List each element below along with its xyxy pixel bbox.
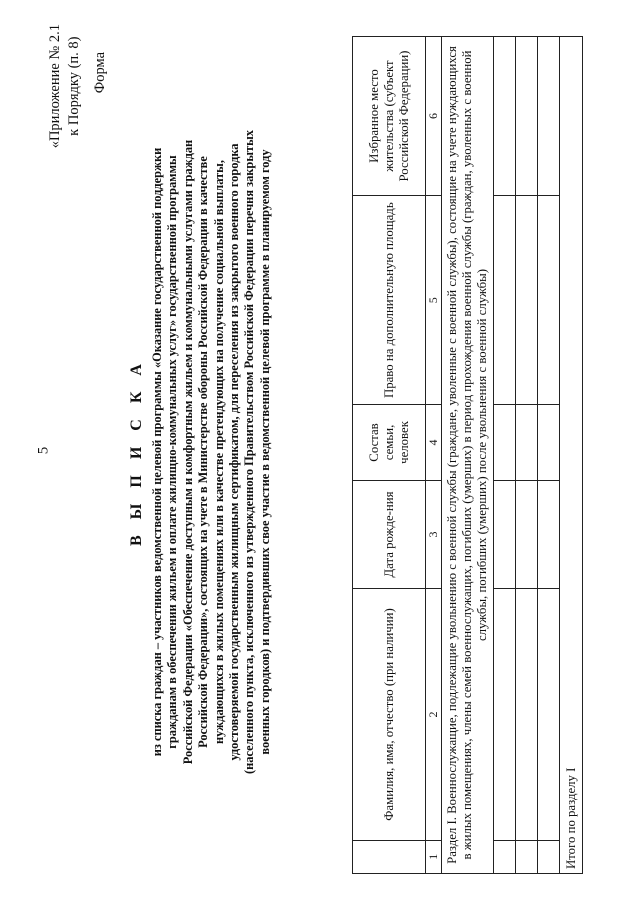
column-number: 5 [426,196,442,405]
section-heading-row [442,37,494,874]
table-cell [494,840,516,873]
document-title: В Ы П И С К А [128,358,145,546]
total-row [560,37,583,874]
column-number: 1 [426,840,442,873]
table-cell [516,196,538,405]
header-additional-area: Право на дополнительную площадь [353,196,426,405]
form-label: Форма [92,52,108,94]
table-row [494,37,516,874]
column-number: 3 [426,480,442,589]
column-number: 4 [426,405,442,480]
table-cell [538,589,560,840]
page-number: 5 [35,446,52,455]
appendix-line-2: к Порядку (п. 8) [66,36,82,136]
rotated-document [40,12,600,892]
appendix-reference [46,24,84,148]
table-cell [494,37,516,196]
subtitle-line: гражданам в обеспечении жильем и оплате жилищно-коммунальных услуг» государственной программы [165,155,180,749]
table-cell [516,480,538,589]
header-residence: Избранное место жительства (субъект Российской Федерации) [353,37,426,196]
header-family-size: Состав семьи, человек [353,405,426,480]
table-cell [538,196,560,405]
table-cell [538,480,560,589]
subtitle-line: военных городков) и подтвердивших свое участие в ведомственной целевой программе в планируемом году [257,149,272,755]
table-cell [538,37,560,196]
header-full-name: Фамилия, имя, отчество (при наличии) [353,589,426,840]
table-cell [494,405,516,480]
table-row [538,37,560,874]
table-cell [538,405,560,480]
table-cell [494,196,516,405]
table-cell [516,37,538,196]
subtitle-line: нуждающихся в жилых помещениях или в качестве претендующих на получение социальной выплаты, [211,160,226,744]
table-cell [516,589,538,840]
subtitle-line: удостоверяемой государственным жилищным сертификатом, для переселения из закрытого военного городка [227,143,242,761]
column-number: 2 [426,589,442,840]
subtitle-line: из списка граждан – участников ведомственной целевой программы «Оказание государственной поддержки [150,147,164,757]
header-index [353,840,426,873]
table-cell [516,405,538,480]
table-cell [494,589,516,840]
subtitle-line: Российской Федерации», состоящих на учете в Министерстве обороны Российской Федерации в качестве [196,156,211,748]
table-cell [516,840,538,873]
total-label: Итого по разделу I [560,37,583,874]
document-subtitle [150,34,273,870]
header-birth-date: Дата рожде-ния [353,480,426,589]
table-cell [538,840,560,873]
column-number-row [426,37,442,874]
table-row [516,37,538,874]
citizens-table [352,36,583,874]
table-cell [494,480,516,589]
appendix-line-1: «Приложение № 2.1 [47,24,63,149]
subtitle-line: Российской Федерации «Обеспечение доступным и комфортным жильем и коммунальными услугами граждан [180,139,195,765]
table-header-row [353,37,426,874]
subtitle-line: (населенного пункта, исключенного из утвержденного Правительством Российской Федерации перечня закрытых [242,130,257,774]
column-number: 6 [426,37,442,196]
section-heading: Раздел I. Военнослужащие, подлежащие увольнению с военной службы (граждане, уволенные с военной службы), состоящие на учете нуждающихся в жилых помещениях, члены семей военнослужащих, погибших (умерших) в период прохождения военной службы (граждан, уволенных с военной службы, погибших (умерших) после увольнения с военной службы) [442,37,494,874]
